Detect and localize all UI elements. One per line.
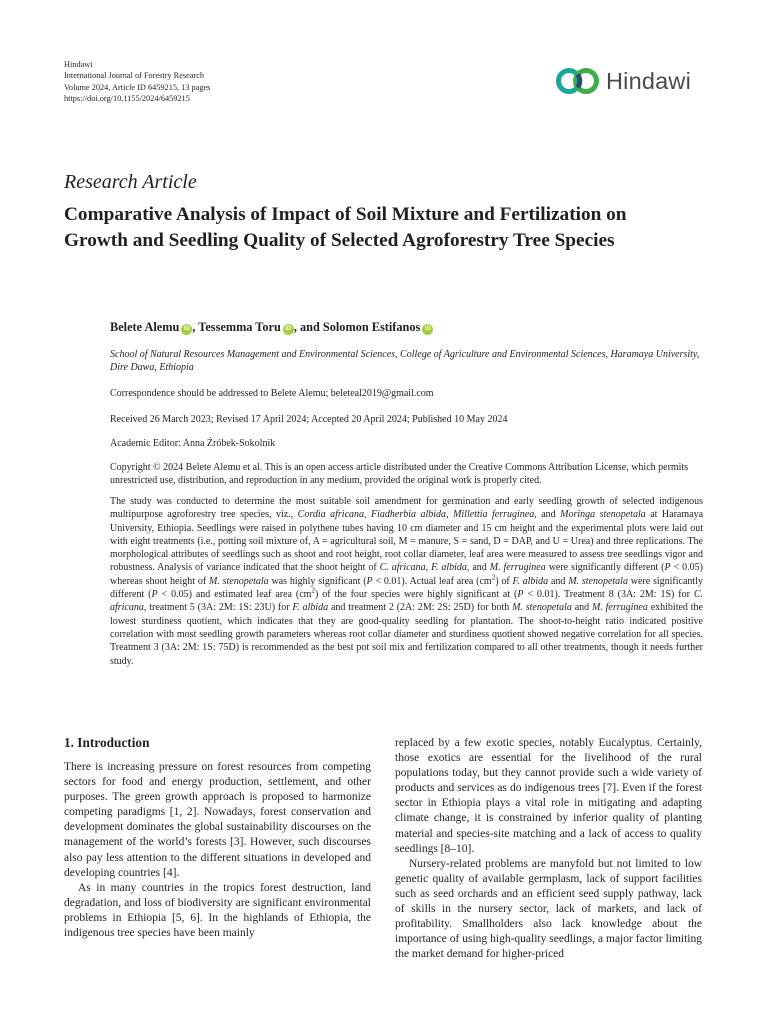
section-heading: 1. Introduction: [64, 735, 150, 750]
doi-link[interactable]: https://doi.org/10.1155/2024/6459215: [64, 93, 190, 103]
abstract-run: 2: [311, 586, 315, 595]
author-separator: , and: [293, 320, 323, 334]
author-name[interactable]: Solomon Estifanos: [322, 320, 421, 334]
orcid-icon[interactable]: iD: [283, 324, 294, 335]
abstract-run: and treatment 2 (2A: 2M: 2S: 25D) for both: [328, 602, 513, 614]
author-name[interactable]: Belete Alemu: [110, 320, 180, 334]
abstract-run: M. ferruginea: [591, 602, 648, 614]
academic-editor: Academic Editor: Anna Źróbek-Sokolnik: [110, 438, 276, 449]
journal-name: International Journal of Forestry Research: [64, 71, 205, 81]
left-column: [64, 760, 371, 941]
hindawi-logo-text: Hindawi: [606, 67, 691, 94]
abstract-run: Moringa stenopetala: [560, 509, 646, 521]
abstract-run: ) of the four species were highly significant at (: [314, 589, 518, 601]
abstract-run: ) of: [495, 575, 513, 587]
abstract-run: F. albida: [431, 562, 467, 574]
abstract-run: Fiadherbia albida: [371, 509, 447, 521]
abstract-run: 2: [491, 573, 496, 582]
publication-dates: Received 26 March 2023; Revised 17 April 2024; Accepted 20 April 2024; Published 10 May 2024: [110, 414, 508, 425]
abstract-run: and: [571, 602, 592, 614]
abstract-run: were significantly different (: [545, 562, 665, 574]
abstract: [110, 495, 703, 668]
hindawi-logo: [556, 64, 708, 98]
body-paragraph: replaced by a few exotic species, notably Eucalyptus. Certainly, those exotics are essential for the livelihood of the rural populations today, but they cannot provide such a wide variety of products and services as do indigenous trees [7]. Even if the forest sector in Ethiopia plays a vital role in mitigating and adapting climate change, it is constrained by inferior quality of planting material and species-site matching and a lack of access to quality seedlings [8–10].: [395, 737, 702, 855]
abstract-run: C. africana: [110, 589, 704, 614]
abstract-run: , and: [534, 509, 561, 521]
body-paragraph: There is increasing pressure on forest resources from competing sectors for food and energy production, settlement, and other purposes. The green growth approach is proposed to harmonize competing paradigms [1, 2]. Nowadays, forest conservation and development dominates the global sustainability discourses on the management of the world’s forests [3]. However, such discourses also pay less attention to the different situations in developed and developing countries [4].: [64, 761, 371, 879]
abstract-run: P: [151, 589, 158, 601]
author-list: [110, 320, 433, 335]
abstract-run: < 0.01). Treatment 8 (3A: 2M: 1S) for: [523, 589, 694, 601]
abstract-run: P: [664, 562, 671, 574]
abstract-run: and: [548, 575, 569, 587]
author-name[interactable]: Tessemma Toru: [198, 320, 281, 334]
hindawi-logo-icon: [556, 66, 602, 96]
abstract-run: at Haramaya University, Ethiopia. Seedlings were raised in polythene tubes having 10 cm diameter and 15 cm height and the experimental plots were laid out with eight treatments (i.e., potting soil mixture of, A = agricultural soil, M = manure, S = sand, D = DAP, and U = Urea) and three replications. The morphological attributes of seedlings such as shoot and root height, root collar diameter, leaf area were measured to assess tree seedlings vigor and robustness. Analysis of variance indicated that the shoot height of: [110, 509, 704, 574]
abstract-run: M. stenopetala: [208, 575, 269, 587]
abstract-run: < 0.05) whereas shoot height of: [110, 562, 703, 587]
abstract-run: P: [366, 575, 373, 587]
body-paragraph: As in many countries in the tropics forest destruction, land degradation, and loss of biodiversity are significant environmental problems in Ethiopia [5, 6]. In the highlands of Ethiopia, the indigenous tree species have been mainly: [64, 881, 371, 940]
volume-info: Volume 2024, Article ID 6459215, 13 pages: [64, 82, 211, 92]
abstract-run: , treatment 5 (3A: 2M: 1S: 23U) for: [143, 602, 293, 614]
orcid-icon[interactable]: iD: [181, 324, 192, 335]
affiliation: School of Natural Resources Management and Environmental Sciences, College of Agriculture and Environmental Sciences, Haramaya University, Dire Dawa, Ethiopia: [110, 349, 700, 374]
abstract-run: The study was conducted to determine the most suitable soil amendment for germination and early seedling growth of selected indigenous multipurpose agroforestry tree species, viz.,: [110, 496, 703, 521]
article-type: Research Article: [64, 171, 197, 193]
abstract-run: < 0.01). Actual leaf area (cm: [372, 575, 492, 587]
abstract-run: M. ferruginea: [489, 562, 546, 574]
journal-masthead: [64, 59, 210, 104]
abstract-run: , and: [466, 562, 490, 574]
orcid-icon[interactable]: iD: [422, 324, 433, 335]
correspondence: Correspondence should be addressed to Belete Alemu; beleteal2019@gmail.com: [110, 388, 434, 399]
abstract-run: ,: [446, 509, 454, 521]
abstract-run: were significantly different (: [110, 575, 703, 601]
abstract-run: F. albida: [292, 602, 329, 614]
author-separator: ,: [192, 320, 199, 334]
publisher-name: Hindawi: [64, 60, 93, 69]
body-paragraph: Nursery-related problems are manyfold but not limited to low genetic quality of available germplasm, lack of support facilities such as seed orchards and an efficient seed supply pathway, lack of skills in the nursery sector, lack of markets, and lack of profitability. Smallholders also lack knowledge about the importance of using high-quality seedlings, a major factor limiting the market demand for higher-priced: [395, 857, 702, 961]
article-title: Comparative Analysis of Impact of Soil Mixture and Fertilization on Growth and Seedling Quality of Selected Agroforestry Tree Species: [64, 204, 627, 251]
abstract-run: < 0.05) and estimated leaf area (cm: [157, 589, 312, 601]
abstract-text: [110, 495, 703, 668]
abstract-run: M. stenopetala: [512, 602, 572, 614]
abstract-run: F. albida: [512, 575, 549, 587]
abstract-run: M. stenopetala: [568, 575, 628, 587]
abstract-run: Millettia ferruginea: [453, 509, 535, 521]
abstract-run: ,: [364, 509, 372, 521]
copyright-notice: Copyright © 2024 Belete Alemu et al. This is an open access article distributed under the Creative Commons Attribution License, which permits unrestricted use, distribution, and reproduction in any medium, provided the original work is properly cited.: [110, 462, 689, 487]
right-column: [395, 736, 702, 962]
abstract-run: P: [517, 589, 524, 601]
abstract-run: was highly significant (: [268, 575, 367, 587]
abstract-run: C. africana: [379, 562, 426, 574]
abstract-run: exhibited the lowest sturdiness quotient, which indicates that they are good-quality seedling for plantation. The shoot-to-height ratio indicated positive correlation with most seedling growth parameters whereas root collar diameter and sturdiness quotient showed negative correlation for all species. Treatment 3 (3A: 2M: 1S: 75D) is recommended as the best pot soil mix and fertilization compared to all other treatments, though it needs further study.: [110, 602, 703, 667]
abstract-run: Cordia africana: [297, 509, 365, 521]
abstract-run: ,: [425, 562, 432, 574]
